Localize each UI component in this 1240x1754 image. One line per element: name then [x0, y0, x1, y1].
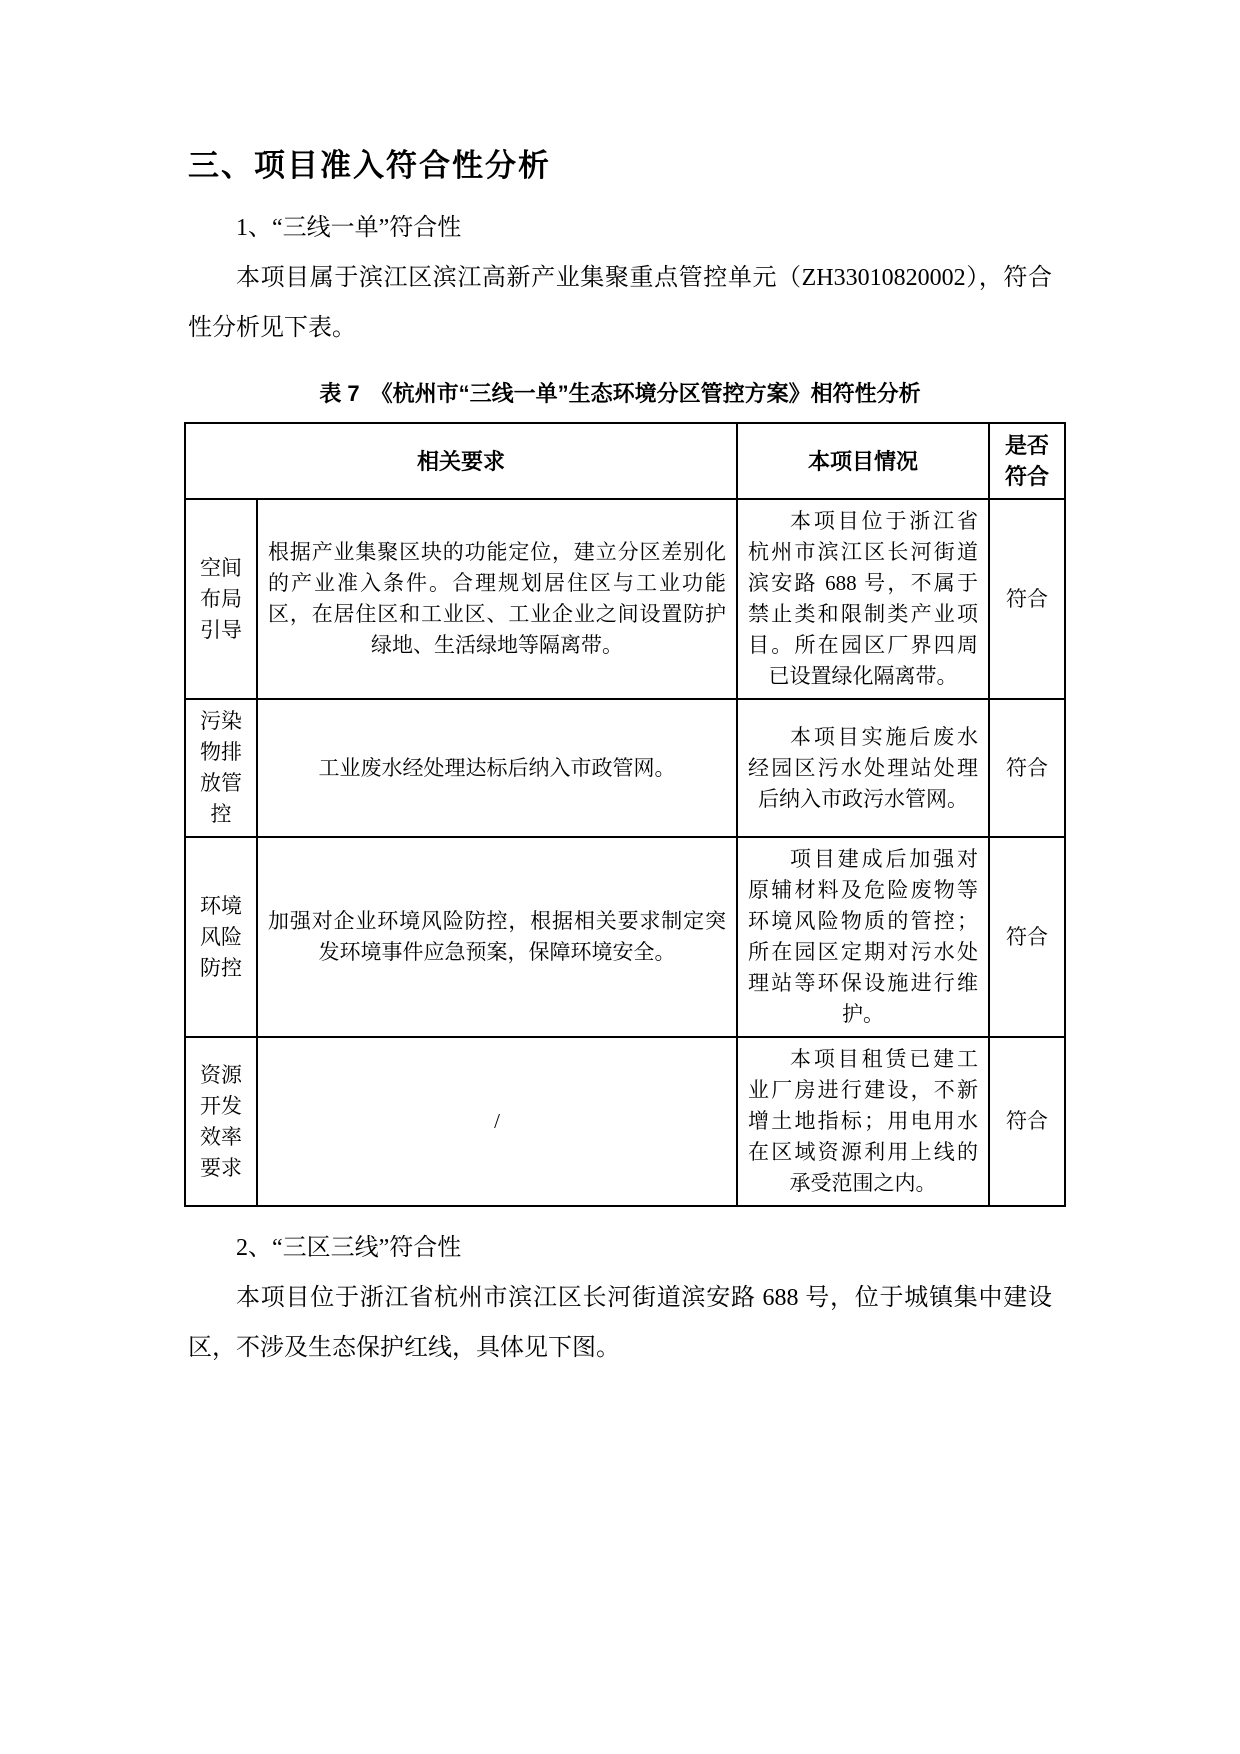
compliance-cell: 符合 [989, 699, 1065, 837]
table-row-environmental-risk [185, 837, 1065, 1037]
requirement-cell: 工业废水经处理达标后纳入市政管网。 [257, 699, 737, 837]
requirement-cell: / [257, 1037, 737, 1206]
category-cell: 资源开发效率要求 [185, 1037, 257, 1206]
section1-paragraph: 本项目属于滨江区滨江高新产业集聚重点管控单元（ZH33010820002），符合性分析见下表。 [188, 265, 1052, 341]
compliance-cell: 符合 [989, 499, 1065, 699]
compliance-cell: 符合 [989, 837, 1065, 1037]
table-caption: 表 7 《杭州市“三线一单”生态环境分区管控方案》相符性分析 [319, 381, 921, 406]
project-cell: 项目建成后加强对原辅材料及危险废物等环境风险物质的管控；所在园区定期对污水处理站等环保设施进行维护。 [737, 837, 989, 1037]
category-cell: 空间布局引导 [185, 499, 257, 699]
project-cell: 本项目租赁已建工业厂房进行建设，不新增土地指标；用电用水在区域资源利用上线的承受范围之内。 [737, 1037, 989, 1206]
section2-paragraph: 本项目位于浙江省杭州市滨江区长河街道滨安路 688 号，位于城镇集中建设区，不涉及生态保护红线，具体见下图。 [188, 1285, 1052, 1361]
table-row-pollutant-discharge [185, 699, 1065, 837]
requirement-cell: 根据产业集聚区块的功能定位，建立分区差别化的产业准入条件。合理规划居住区与工业功能区，在居住区和工业区、工业企业之间设置防护绿地、生活绿地等隔离带。 [257, 499, 737, 699]
project-cell: 本项目实施后废水经园区污水处理站处理后纳入市政污水管网。 [737, 699, 989, 837]
project-cell: 本项目位于浙江省杭州市滨江区长河街道滨安路 688 号，不属于禁止类和限制类产业项目。所在园区厂界四周已设置绿化隔离带。 [737, 499, 989, 699]
category-cell: 污染物排放管控 [185, 699, 257, 837]
table-row-spatial-layout [185, 499, 1065, 699]
requirement-cell: 加强对企业环境风险防控，根据相关要求制定突发环境事件应急预案，保障环境安全。 [257, 837, 737, 1037]
header-project: 本项目情况 [737, 423, 989, 499]
page-title: 三、项目准入符合性分析 [188, 148, 551, 183]
compliance-cell: 符合 [989, 1037, 1065, 1206]
table-header-row [185, 423, 1065, 499]
header-compliance: 是否符合 [989, 423, 1065, 499]
table-row-resource-efficiency [185, 1037, 1065, 1206]
header-requirement: 相关要求 [185, 423, 737, 499]
category-cell: 环境风险防控 [185, 837, 257, 1037]
section2 [188, 1225, 1052, 1373]
section2-heading: 2、“三区三线”符合性 [236, 1235, 462, 1261]
compliance-table [184, 422, 1066, 1207]
section1-heading: 1、“三线一单”符合性 [236, 215, 462, 241]
